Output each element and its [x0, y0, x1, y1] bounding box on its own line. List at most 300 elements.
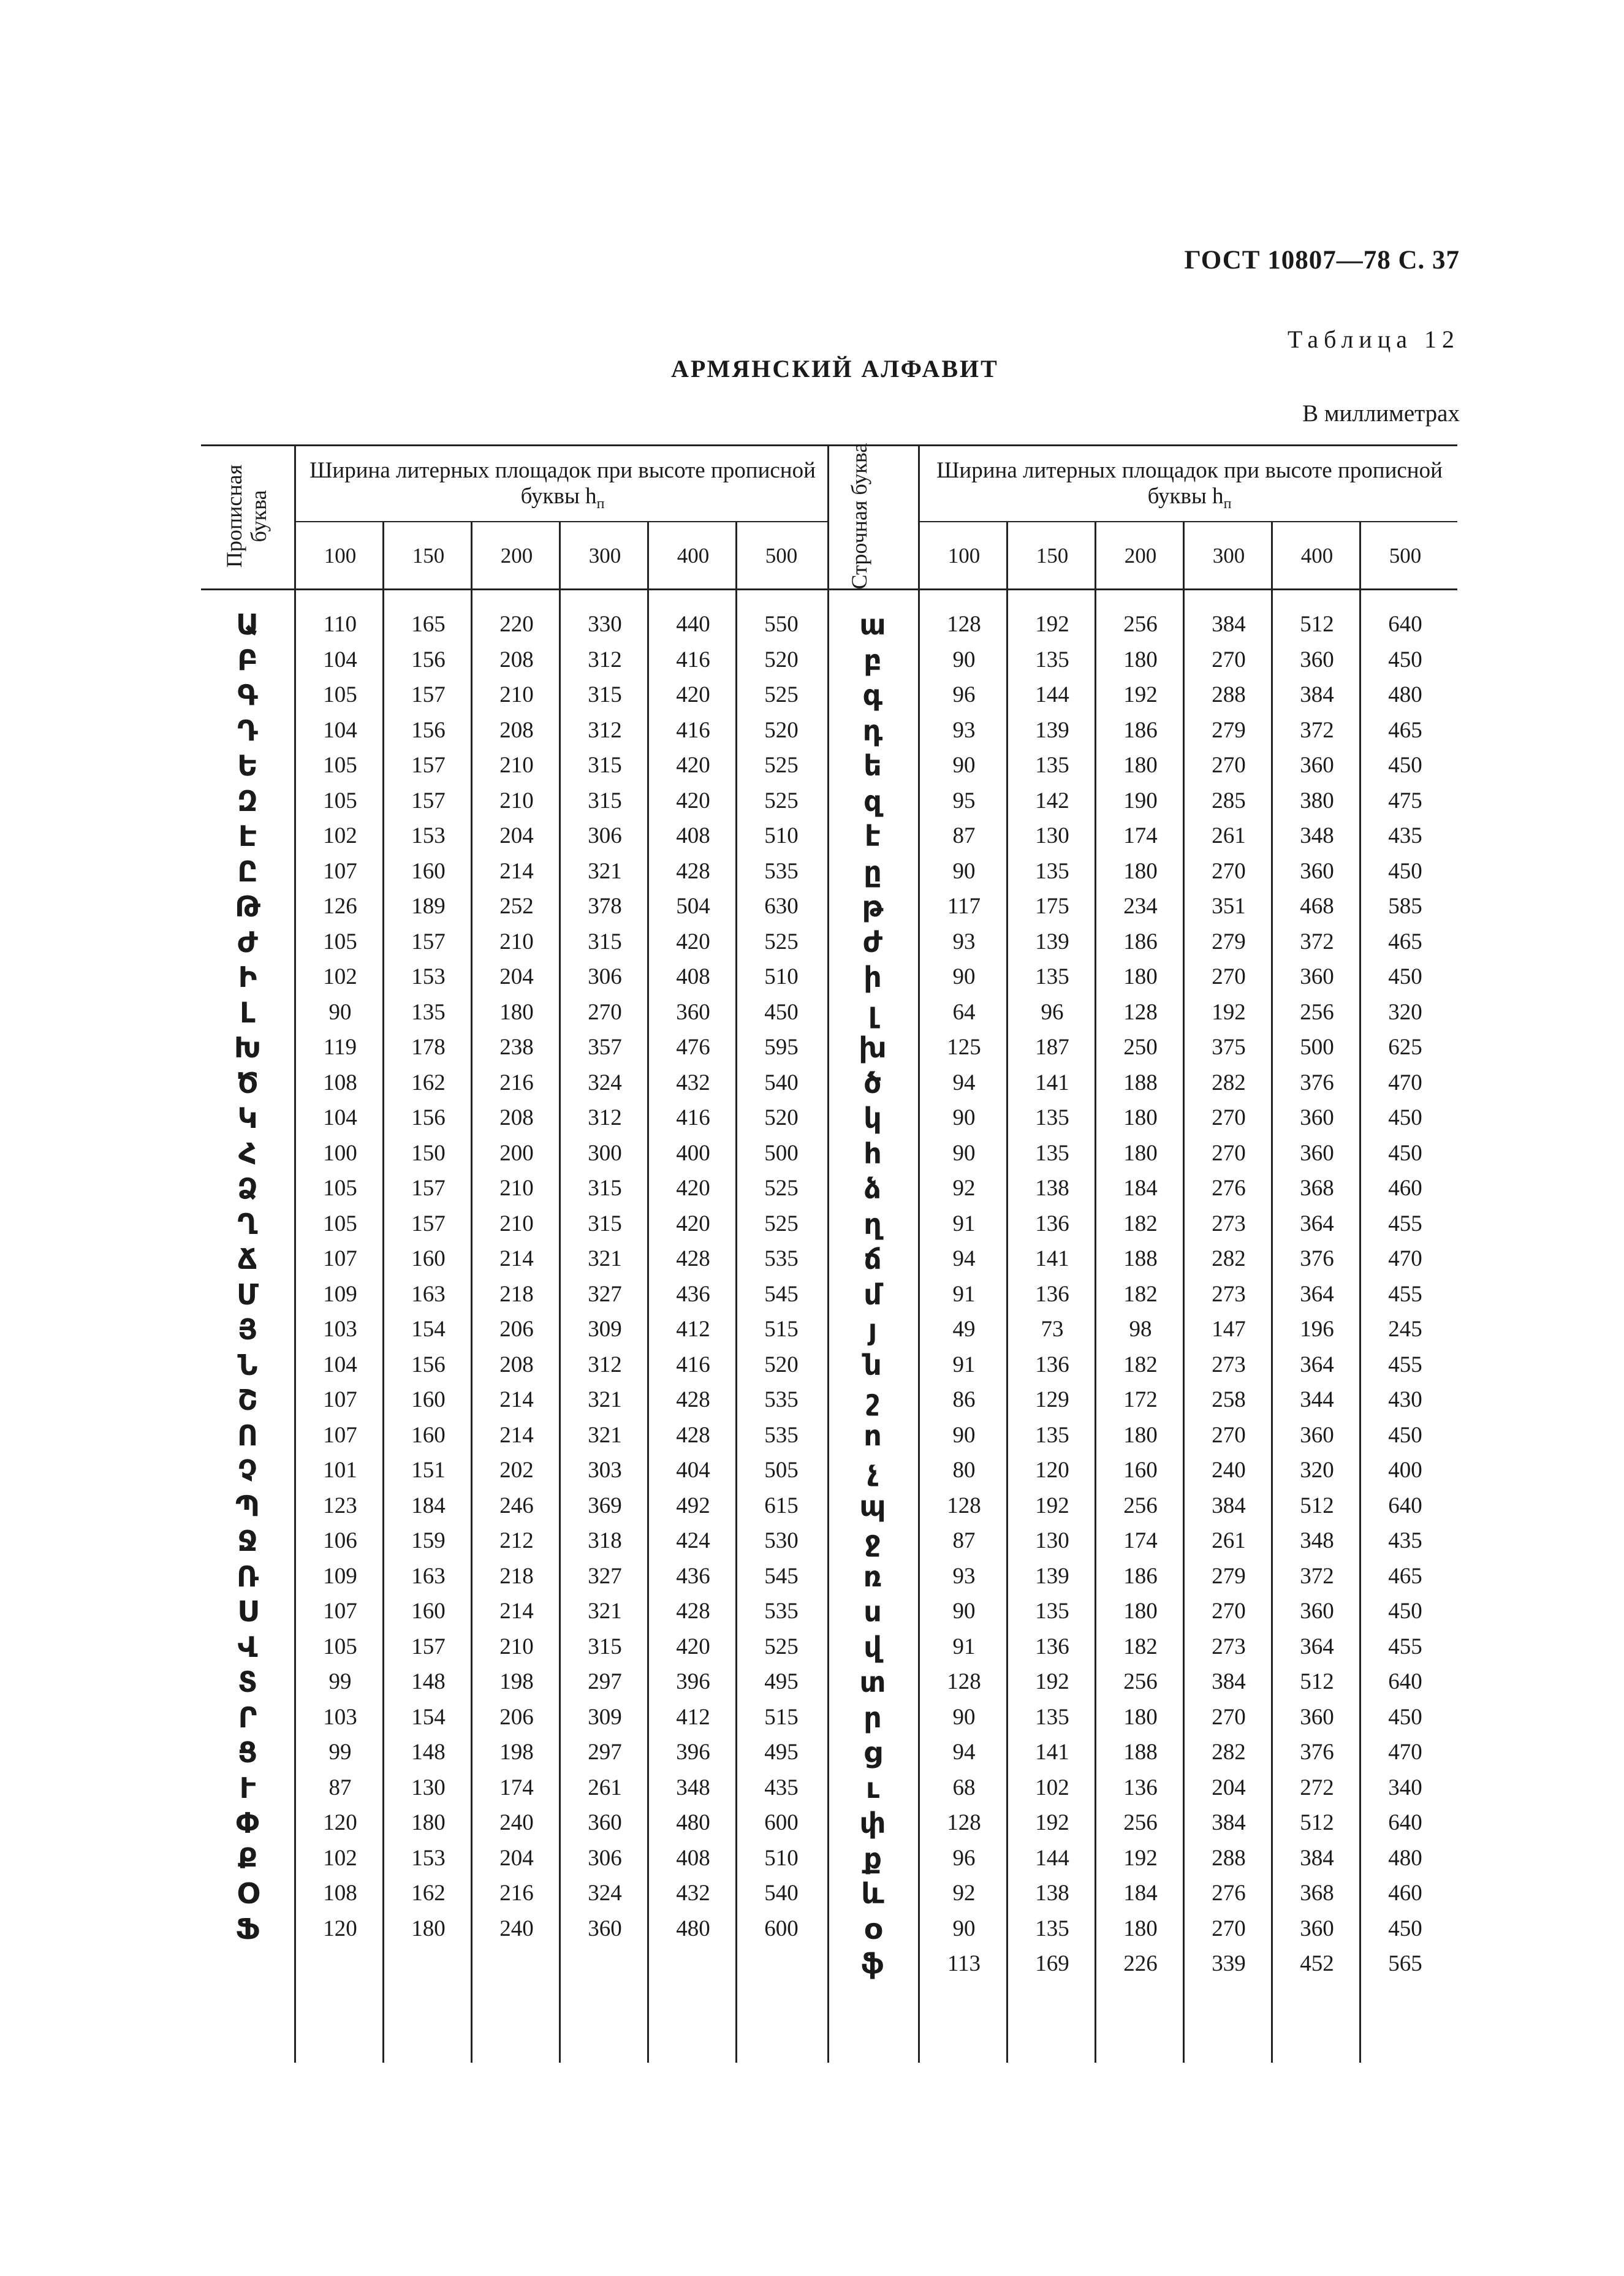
lower-letter: ա — [859, 608, 886, 641]
upper-width-value: 297 — [588, 1669, 622, 1694]
lower-width-value: 455 — [1388, 1211, 1422, 1236]
lower-letter: գ — [862, 679, 883, 712]
lower-width-value: 375 — [1212, 1035, 1246, 1060]
upper-width-value: 416 — [676, 647, 710, 672]
upper-width-value: 214 — [499, 1422, 534, 1448]
upper-width-value: 540 — [764, 1881, 799, 1906]
lower-width-value: 87 — [952, 1528, 976, 1553]
lower-width-value: 470 — [1388, 1246, 1422, 1271]
lower-width-value: 348 — [1300, 823, 1334, 848]
table-row — [201, 1735, 1457, 1770]
document-header: ГОСТ 10807—78 С. 37 — [1184, 246, 1460, 275]
lower-width-value: 372 — [1300, 1563, 1334, 1589]
lower-width-value: 90 — [952, 964, 976, 989]
lower-letter: ֆ — [861, 1947, 884, 1981]
upper-width-value: 321 — [588, 1387, 622, 1412]
upper-width-value: 105 — [323, 753, 357, 778]
upper-width-value: 208 — [499, 717, 534, 743]
lower-width-value: 90 — [952, 1916, 976, 1941]
lower-width-value: 360 — [1300, 1704, 1334, 1730]
upper-letter: Զ — [237, 784, 258, 818]
lower-width-value: 160 — [1123, 1458, 1158, 1483]
upper-width-value: 412 — [676, 1317, 710, 1342]
lower-width-value: 585 — [1388, 894, 1422, 919]
lower-width-value: 90 — [952, 1140, 976, 1166]
lower-width-value: 435 — [1388, 1528, 1422, 1553]
lower-width-value: 344 — [1300, 1387, 1334, 1412]
upper-letter: Հ — [238, 1136, 257, 1170]
lower-width-value: 128 — [947, 612, 981, 637]
lower-width-value: 141 — [1035, 1070, 1069, 1095]
upper-width-value: 360 — [588, 1916, 622, 1941]
lower-width-value: 204 — [1212, 1775, 1246, 1800]
lower-width-value: 128 — [1123, 999, 1158, 1025]
upper-width-value: 530 — [764, 1528, 799, 1553]
upper-width-value: 104 — [323, 717, 357, 743]
upper-width-value: 428 — [676, 858, 710, 884]
lower-width-value: 135 — [1035, 1599, 1069, 1624]
lower-width-value: 91 — [952, 1211, 976, 1236]
upper-letter: Փ — [235, 1806, 260, 1840]
upper-width-value: 163 — [411, 1281, 446, 1307]
upper-width-value: 135 — [411, 999, 446, 1025]
upper-width-value: 600 — [764, 1916, 799, 1941]
upper-width-value: 416 — [676, 717, 710, 743]
upper-width-value: 440 — [676, 612, 710, 637]
upper-width-value: 123 — [323, 1493, 357, 1518]
upper-width-value: 110 — [323, 612, 357, 637]
upper-letter: Ձ — [237, 1172, 258, 1205]
lower-letter: տ — [859, 1665, 886, 1699]
upper-width-value: 204 — [499, 964, 534, 989]
upper-width-value: 208 — [499, 1105, 534, 1130]
lower-width-value: 640 — [1388, 1493, 1422, 1518]
table-row — [201, 1629, 1457, 1665]
upper-letter: Բ — [237, 643, 258, 677]
upper-width-value: 105 — [323, 788, 357, 813]
table-row — [201, 1065, 1457, 1101]
lower-height-col-150: 150 — [1036, 544, 1069, 568]
upper-width-value: 105 — [323, 1176, 357, 1201]
lower-width-value: 465 — [1388, 1563, 1422, 1589]
upper-width-value: 327 — [588, 1563, 622, 1589]
upper-width-value: 357 — [588, 1035, 622, 1060]
lower-width-value: 288 — [1212, 1845, 1246, 1871]
lower-width-value: 360 — [1300, 1422, 1334, 1448]
upper-width-value: 160 — [411, 858, 446, 884]
upper-width-value: 216 — [499, 1881, 534, 1906]
lower-width-value: 180 — [1123, 1704, 1158, 1730]
lower-width-value: 256 — [1300, 999, 1334, 1025]
upper-letter: Կ — [237, 1102, 258, 1135]
lower-width-value: 135 — [1035, 1916, 1069, 1941]
table-row — [201, 924, 1457, 960]
upper-width-value: 510 — [764, 1845, 799, 1871]
lower-width-value: 128 — [947, 1669, 981, 1694]
upper-letter: Ֆ — [235, 1912, 260, 1946]
upper-width-value: 214 — [499, 1387, 534, 1412]
lower-width-value: 450 — [1388, 1140, 1422, 1166]
lower-width-value: 364 — [1300, 1281, 1334, 1307]
lower-width-value: 91 — [952, 1281, 976, 1307]
upper-width-value: 476 — [676, 1035, 710, 1060]
upper-width-value: 160 — [411, 1599, 446, 1624]
upper-width-value: 428 — [676, 1422, 710, 1448]
lower-width-value: 90 — [952, 858, 976, 884]
lower-letter: ծ — [863, 1066, 882, 1100]
upper-width-value: 180 — [411, 1916, 446, 1941]
table-row — [201, 959, 1457, 995]
lower-width-value: 142 — [1035, 788, 1069, 813]
lower-width-value: 282 — [1212, 1070, 1246, 1095]
upper-width-value: 99 — [328, 1669, 352, 1694]
upper-width-value: 212 — [499, 1528, 534, 1553]
upper-width-value: 159 — [411, 1528, 446, 1553]
upper-width-value: 148 — [411, 1740, 446, 1765]
lower-height-col-300: 300 — [1212, 544, 1245, 568]
upper-width-value: 105 — [323, 682, 357, 707]
lower-width-value: 135 — [1035, 858, 1069, 884]
lower-width-value: 270 — [1212, 1704, 1246, 1730]
lower-width-value: 480 — [1388, 682, 1422, 707]
lower-width-value: 192 — [1035, 1669, 1069, 1694]
upper-width-value: 300 — [588, 1140, 622, 1166]
upper-width-value: 109 — [323, 1281, 357, 1307]
upper-width-value: 180 — [411, 1810, 446, 1835]
upper-width-value: 198 — [499, 1740, 534, 1765]
upper-letter: Է — [238, 820, 257, 853]
lower-width-value: 273 — [1212, 1352, 1246, 1377]
lower-width-value: 340 — [1388, 1775, 1422, 1800]
lower-width-value: 192 — [1035, 1493, 1069, 1518]
lower-width-value: 135 — [1035, 964, 1069, 989]
upper-width-value: 101 — [323, 1458, 357, 1483]
lower-width-value: 93 — [952, 929, 976, 954]
upper-width-value: 315 — [588, 753, 622, 778]
lower-width-value: 90 — [952, 1422, 976, 1448]
upper-width-value: 156 — [411, 647, 446, 672]
upper-width-value: 420 — [676, 682, 710, 707]
upper-width-value: 160 — [411, 1387, 446, 1412]
lower-width-value: 139 — [1035, 929, 1069, 954]
upper-letter: Շ — [237, 1383, 258, 1417]
upper-letter: Ի — [238, 961, 257, 994]
lower-width-value: 450 — [1388, 1704, 1422, 1730]
upper-width-value: 420 — [676, 1176, 710, 1201]
upper-width-value: 315 — [588, 1176, 622, 1201]
upper-width-value: 510 — [764, 964, 799, 989]
upper-width-value: 525 — [764, 929, 799, 954]
group-header-text: Ширина литерных площадок при высоте прописной буквы h — [309, 458, 816, 509]
lower-width-value: 500 — [1300, 1035, 1334, 1060]
upper-width-value: 210 — [499, 753, 534, 778]
upper-width-value: 204 — [499, 1845, 534, 1871]
lower-width-value: 460 — [1388, 1881, 1422, 1906]
upper-letter: Ժ — [237, 925, 258, 959]
upper-letter: Ց — [237, 1736, 258, 1769]
upper-width-value: 525 — [764, 682, 799, 707]
lower-width-value: 512 — [1300, 612, 1334, 637]
lower-width-value: 172 — [1123, 1387, 1158, 1412]
upper-width-value: 450 — [764, 999, 799, 1025]
lower-width-value: 91 — [952, 1352, 976, 1377]
table-row — [201, 1382, 1457, 1418]
lower-width-value: 180 — [1123, 1105, 1158, 1130]
upper-width-value: 520 — [764, 717, 799, 743]
lower-width-value: 136 — [1035, 1281, 1069, 1307]
lower-width-value: 470 — [1388, 1070, 1422, 1095]
lower-width-value: 188 — [1123, 1246, 1158, 1271]
upper-width-value: 120 — [323, 1916, 357, 1941]
lower-width-value: 92 — [952, 1176, 976, 1201]
upper-width-value: 108 — [323, 1881, 357, 1906]
upper-width-value: 99 — [328, 1740, 352, 1765]
upper-width-value: 104 — [323, 647, 357, 672]
lower-width-value: 128 — [947, 1810, 981, 1835]
upper-letter-header: Прописная буква — [222, 464, 271, 568]
upper-letter: Ղ — [237, 1207, 258, 1241]
upper-width-value: 318 — [588, 1528, 622, 1553]
lower-width-value: 139 — [1035, 1563, 1069, 1589]
lower-width-value: 129 — [1035, 1387, 1069, 1412]
lower-letter: ր — [863, 1700, 882, 1734]
lower-letter: ց — [863, 1736, 882, 1769]
upper-width-value: 157 — [411, 1211, 446, 1236]
upper-width-value: 270 — [588, 999, 622, 1025]
lower-width-value: 384 — [1300, 682, 1334, 707]
lower-width-value: 192 — [1035, 612, 1069, 637]
upper-width-value: 525 — [764, 788, 799, 813]
lower-width-value: 320 — [1300, 1458, 1334, 1483]
upper-height-col-100: 100 — [324, 544, 357, 568]
lower-width-value: 136 — [1035, 1211, 1069, 1236]
lower-letter: կ — [863, 1102, 882, 1135]
upper-width-value: 148 — [411, 1669, 446, 1694]
lower-width-value: 130 — [1035, 1528, 1069, 1553]
upper-width-value: 306 — [588, 964, 622, 989]
upper-width-value: 218 — [499, 1563, 534, 1589]
upper-letter: Ս — [237, 1595, 258, 1628]
table-row — [201, 1841, 1457, 1876]
lower-width-value: 135 — [1035, 1140, 1069, 1166]
table-row — [201, 1664, 1457, 1700]
lower-width-value: 288 — [1212, 682, 1246, 707]
table-row — [201, 854, 1457, 889]
upper-width-value: 360 — [676, 999, 710, 1025]
lower-width-value: 270 — [1212, 753, 1246, 778]
lower-height-col-400: 400 — [1300, 544, 1334, 568]
lower-width-value: 360 — [1300, 1916, 1334, 1941]
group-header-rule-right — [918, 521, 1457, 522]
upper-width-value: 90 — [328, 999, 352, 1025]
lower-letter: հ — [863, 1136, 882, 1170]
lower-width-value: 186 — [1123, 929, 1158, 954]
upper-width-value: 312 — [588, 1105, 622, 1130]
upper-width-value: 408 — [676, 1845, 710, 1871]
lower-width-value: 360 — [1300, 964, 1334, 989]
upper-width-value: 500 — [764, 1140, 799, 1166]
upper-width-value: 210 — [499, 682, 534, 707]
lower-width-value: 130 — [1035, 823, 1069, 848]
table-row — [201, 1171, 1457, 1206]
lower-width-value: 188 — [1123, 1070, 1158, 1095]
upper-width-value: 165 — [411, 612, 446, 637]
upper-width-value: 309 — [588, 1317, 622, 1342]
upper-width-value: 540 — [764, 1070, 799, 1095]
lower-width-value: 565 — [1388, 1951, 1422, 1976]
table-row — [201, 1770, 1457, 1806]
lower-width-value: 240 — [1212, 1458, 1246, 1483]
upper-width-value: 420 — [676, 788, 710, 813]
upper-height-col-200: 200 — [500, 544, 533, 568]
upper-width-value: 210 — [499, 929, 534, 954]
lower-letter: թ — [862, 890, 884, 923]
lower-width-value: 120 — [1035, 1458, 1069, 1483]
group-header-rule-left — [294, 521, 827, 522]
upper-width-value: 178 — [411, 1035, 446, 1060]
lower-width-value: 86 — [952, 1387, 976, 1412]
lower-width-value: 135 — [1035, 1422, 1069, 1448]
upper-width-value: 492 — [676, 1493, 710, 1518]
upper-width-value: 515 — [764, 1704, 799, 1730]
lower-width-value: 261 — [1212, 823, 1246, 848]
upper-width-value: 198 — [499, 1669, 534, 1694]
upper-width-value: 324 — [588, 1070, 622, 1095]
lower-width-value: 475 — [1388, 788, 1422, 813]
upper-width-value: 404 — [676, 1458, 710, 1483]
upper-width-value: 105 — [323, 1634, 357, 1659]
upper-width-value: 202 — [499, 1458, 534, 1483]
lower-letter: ե — [863, 749, 882, 782]
upper-width-value: 157 — [411, 1634, 446, 1659]
lower-width-value: 270 — [1212, 647, 1246, 672]
lower-width-value: 186 — [1123, 1563, 1158, 1589]
upper-width-value: 510 — [764, 823, 799, 848]
lower-width-value: 640 — [1388, 612, 1422, 637]
lower-width-value: 360 — [1300, 647, 1334, 672]
lower-width-value: 136 — [1035, 1634, 1069, 1659]
lower-width-value: 512 — [1300, 1669, 1334, 1694]
upper-width-value: 189 — [411, 894, 446, 919]
lower-width-value: 144 — [1035, 682, 1069, 707]
table-row — [201, 1347, 1457, 1383]
lower-width-value: 384 — [1212, 1669, 1246, 1694]
lower-letter: ժ — [862, 925, 883, 959]
lower-letter: ք — [863, 1841, 882, 1875]
upper-width-value: 218 — [499, 1281, 534, 1307]
upper-width-value: 157 — [411, 1176, 446, 1201]
lower-letter: պ — [859, 1489, 886, 1523]
lower-width-value: 186 — [1123, 717, 1158, 743]
lower-width-value: 380 — [1300, 788, 1334, 813]
lower-width-value: 435 — [1388, 823, 1422, 848]
upper-width-value: 360 — [588, 1810, 622, 1835]
upper-width-value: 162 — [411, 1070, 446, 1095]
upper-letter: Պ — [235, 1489, 260, 1523]
lower-width-value: 376 — [1300, 1070, 1334, 1095]
lower-width-value: 256 — [1123, 1669, 1158, 1694]
lower-width-value: 64 — [952, 999, 976, 1025]
upper-letter: Յ — [238, 1313, 257, 1346]
lower-height-col-100: 100 — [947, 544, 981, 568]
upper-width-value: 480 — [676, 1810, 710, 1835]
upper-width-value: 535 — [764, 858, 799, 884]
upper-width-value: 408 — [676, 964, 710, 989]
lower-width-value: 450 — [1388, 1916, 1422, 1941]
lower-width-value: 192 — [1035, 1810, 1069, 1835]
upper-width-value: 157 — [411, 753, 446, 778]
lower-width-value: 470 — [1388, 1740, 1422, 1765]
upper-height-col-150: 150 — [412, 544, 445, 568]
group-header-upper — [299, 458, 826, 517]
upper-width-value: 315 — [588, 1211, 622, 1236]
lower-width-value: 139 — [1035, 717, 1069, 743]
lower-width-value: 90 — [952, 753, 976, 778]
lower-width-value: 91 — [952, 1634, 976, 1659]
upper-width-value: 428 — [676, 1246, 710, 1271]
lower-width-value: 180 — [1123, 1599, 1158, 1624]
upper-width-value: 321 — [588, 1246, 622, 1271]
upper-width-value: 210 — [499, 1211, 534, 1236]
lower-width-value: 450 — [1388, 1422, 1422, 1448]
lower-letter: փ — [859, 1806, 886, 1840]
upper-letter: Ծ — [236, 1066, 259, 1100]
upper-width-value: 303 — [588, 1458, 622, 1483]
upper-width-value: 154 — [411, 1317, 446, 1342]
lower-width-value: 258 — [1212, 1387, 1246, 1412]
lower-width-value: 364 — [1300, 1211, 1334, 1236]
upper-width-value: 424 — [676, 1528, 710, 1553]
upper-width-value: 535 — [764, 1599, 799, 1624]
upper-width-value: 428 — [676, 1599, 710, 1624]
lower-width-value: 93 — [952, 1563, 976, 1589]
lower-width-value: 136 — [1035, 1352, 1069, 1377]
table-row — [201, 818, 1457, 854]
table-row — [201, 1594, 1457, 1629]
lower-width-value: 94 — [952, 1246, 976, 1271]
lower-width-value: 90 — [952, 1599, 976, 1624]
table-row — [201, 1277, 1457, 1312]
lower-width-value: 276 — [1212, 1881, 1246, 1906]
upper-letter: Ա — [236, 608, 259, 641]
lower-width-value: 450 — [1388, 858, 1422, 884]
upper-letter: Թ — [235, 890, 260, 923]
upper-width-value: 348 — [676, 1775, 710, 1800]
upper-width-value: 330 — [588, 612, 622, 637]
lower-width-value: 368 — [1300, 1881, 1334, 1906]
lower-width-value: 96 — [952, 1845, 976, 1871]
upper-width-value: 210 — [499, 788, 534, 813]
upper-width-value: 153 — [411, 964, 446, 989]
lower-width-value: 512 — [1300, 1493, 1334, 1518]
lower-width-value: 141 — [1035, 1740, 1069, 1765]
upper-width-value: 214 — [499, 1246, 534, 1271]
upper-width-value: 324 — [588, 1881, 622, 1906]
upper-width-value: 126 — [323, 894, 357, 919]
upper-width-value: 210 — [499, 1634, 534, 1659]
upper-width-value: 436 — [676, 1563, 710, 1589]
lower-width-value: 372 — [1300, 929, 1334, 954]
lower-width-value: 450 — [1388, 647, 1422, 672]
lower-width-value: 339 — [1212, 1951, 1246, 1976]
upper-width-value: 104 — [323, 1352, 357, 1377]
upper-width-value: 525 — [764, 753, 799, 778]
lower-width-value: 73 — [1041, 1317, 1064, 1342]
upper-width-value: 408 — [676, 823, 710, 848]
lower-width-value: 180 — [1123, 1140, 1158, 1166]
table-row — [201, 642, 1457, 678]
lower-width-value: 93 — [952, 717, 976, 743]
